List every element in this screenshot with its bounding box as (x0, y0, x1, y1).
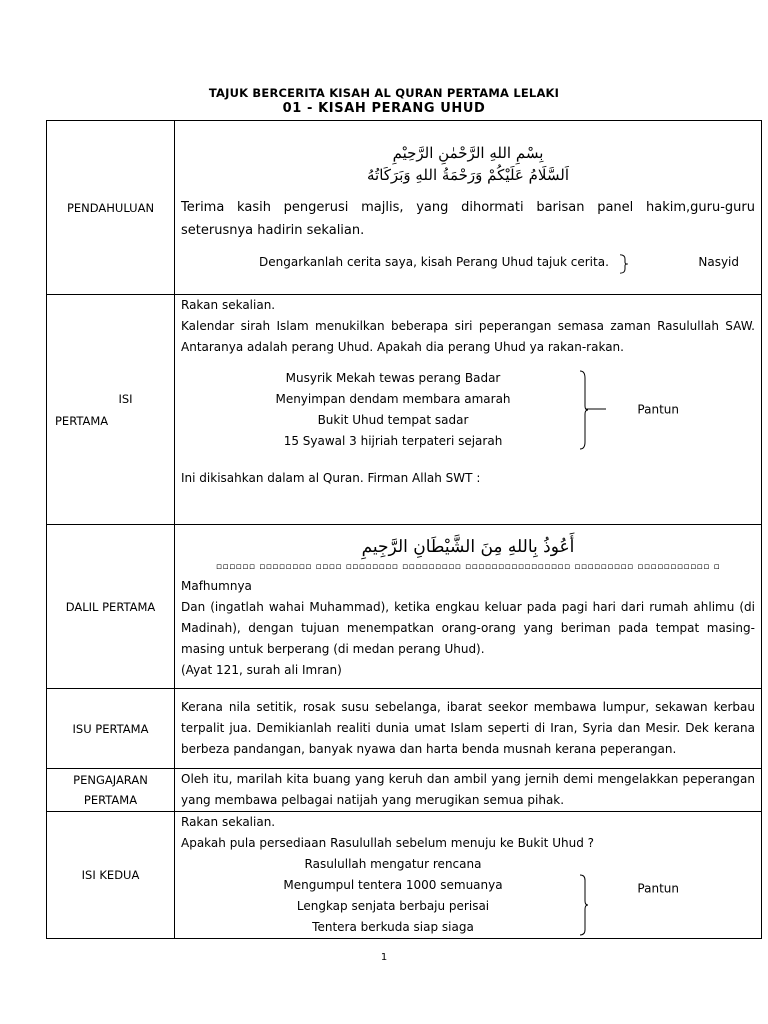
row-isu-pertama (47, 689, 762, 769)
greeting: Rakan sekalian. (181, 298, 276, 312)
row-dalil-pertama (47, 525, 762, 689)
pantun-tag: Pantun (637, 402, 679, 417)
mafhum-label: Mafhumnya (181, 579, 252, 593)
brace-icon (619, 254, 629, 274)
quran-verse: ▫▫▫▫▫▫ ▫▫▫▫▫▫▫▫ ▫▫▫▫ ▫▫▫▫▫▫▫▫ ▫▫▫▫▫▫▫▫▫ ▫▫▫▫▫▫▫▫▫▫▫▫▫▫▫▫ ▫▫▫▫▫▫▫▫▫ ▫▫▫▫▫▫▫▫▫▫▫ ▫ (215, 562, 721, 572)
story-title: 01 - KISAH PERANG UHUD (282, 101, 486, 116)
content-isi-pertama (175, 295, 762, 525)
brace-pointer-line (586, 408, 606, 410)
label-line-1: ISI (118, 391, 133, 406)
content-pengajaran-pertama: Oleh itu, marilah kita buang yang keruh dan ambil yang jernih demi mengelakkan peperangan yang membawa pelbagai natijah yang merugikan semua pihak. (175, 769, 762, 812)
script-table (46, 120, 762, 939)
verse-translation: Dan (ingatlah wahai Muhammad), ketika engkau keluar pada pagi hari dari rumah ahlimu (di Madinah), dengan tujuan menempatkan orang-orang yang beriman pada tempat masing-masing untuk berperang (di medan perang Uhud). (181, 600, 755, 656)
page-number: 1 (380, 952, 388, 963)
label-text: PENDAHULUAN (66, 200, 155, 215)
pantun-block (181, 854, 755, 938)
content-isi-kedua (175, 812, 762, 939)
label-line-1: PENGAJARAN (73, 773, 148, 787)
isi-paragraph: Kalendar sirah Islam menukilkan beberapa siri peperangan semasa zaman Rasulullah SAW. Antaranya adalah perang Uhud. Apakah dia perang Uhud ya rakan-rakan. (181, 319, 755, 354)
pantun-tag: Pantun (637, 881, 679, 896)
pantun-line: Musyrik Mekah tewas perang Badar (285, 371, 501, 385)
row-isi-pertama (47, 295, 762, 525)
brace-icon (579, 370, 589, 450)
document-title: TAJUK BERCERITA KISAH AL QURAN PERTAMA LELAKI (208, 86, 560, 100)
opening-text: Terima kasih pengerusi majlis, yang dihormati barisan panel hakim,guru-guru seterusnya hadirin sekalian. (181, 199, 755, 238)
label-text: DALIL PERTAMA (65, 599, 156, 614)
question: Apakah pula persediaan Rasulullah sebelum menuju ke Bukit Uhud ? (181, 836, 594, 850)
label-isi-kedua (47, 812, 175, 939)
intro-line-row (181, 252, 755, 276)
taawudh-calligraphy: أَعُوذُ بِاللهِ مِنَ الشَّيْطَانِ الرَّجِيمِ (361, 537, 575, 557)
label-line-2: PERTAMA (55, 413, 109, 428)
pantun-line: Tentera berkuda siap siaga (312, 920, 474, 934)
label-dalil-pertama (47, 525, 175, 689)
pantun-line: Mengumpul tentera 1000 semuanya (283, 878, 503, 892)
row-isi-kedua (47, 812, 762, 939)
label-text: ISU PERTAMA (72, 721, 149, 736)
label-pendahuluan (47, 121, 175, 295)
verse-reference: (Ayat 121, surah ali Imran) (181, 663, 342, 677)
label-isu-pertama (47, 689, 175, 769)
content-dalil-pertama (175, 525, 762, 689)
pantun-line: Bukit Uhud tempat sadar (317, 413, 469, 427)
intro-line: Dengarkanlah cerita saya, kisah Perang Uhud tajuk cerita. (259, 254, 609, 269)
label-pengajaran-pertama (47, 769, 175, 812)
row-pendahuluan (47, 121, 762, 295)
closing-line: Ini dikisahkan dalam al Quran. Firman Allah SWT : (181, 471, 481, 485)
brace-icon (579, 874, 589, 936)
label-text: ISI KEDUA (81, 868, 140, 882)
pantun-block (181, 368, 755, 452)
salam-calligraphy: اَلسَّلَامُ عَلَيْكُمْ وَرَحْمَةُ اللهِ وَبَرَكَاتُهُ (367, 165, 569, 184)
greeting: Rakan sekalian. (181, 815, 276, 829)
label-line-2: PERTAMA (83, 793, 138, 807)
pantun-line: Rasulullah mengatur rencana (304, 857, 482, 871)
pantun-line: 15 Syawal 3 hijriah terpateri sejarah (283, 434, 503, 448)
content-isu-pertama: Kerana nila setitik, rosak susu sebelanga, ibarat seekor membawa lumpur, sekawan kerbau terpalit jua. Demikianlah realiti dunia umat Islam seperti di Iran, Syria dan Mesir. Dek kerana berbeza pandangan, banyak nyawa dan harta benda musnah kerana peperangan. (175, 689, 762, 769)
pantun-line: Lengkap senjata berbaju perisai (296, 899, 490, 913)
content-pendahuluan (175, 121, 762, 295)
label-isi-pertama (47, 295, 175, 525)
row-pengajaran-pertama (47, 769, 762, 812)
pantun-line: Menyimpan dendam membara amarah (275, 392, 511, 406)
nasyid-tag: Nasyid (698, 254, 739, 269)
basmalah-calligraphy: بِسْمِ اللهِ الرَّحْمٰنِ الرَّحِيْمِ (392, 143, 544, 162)
